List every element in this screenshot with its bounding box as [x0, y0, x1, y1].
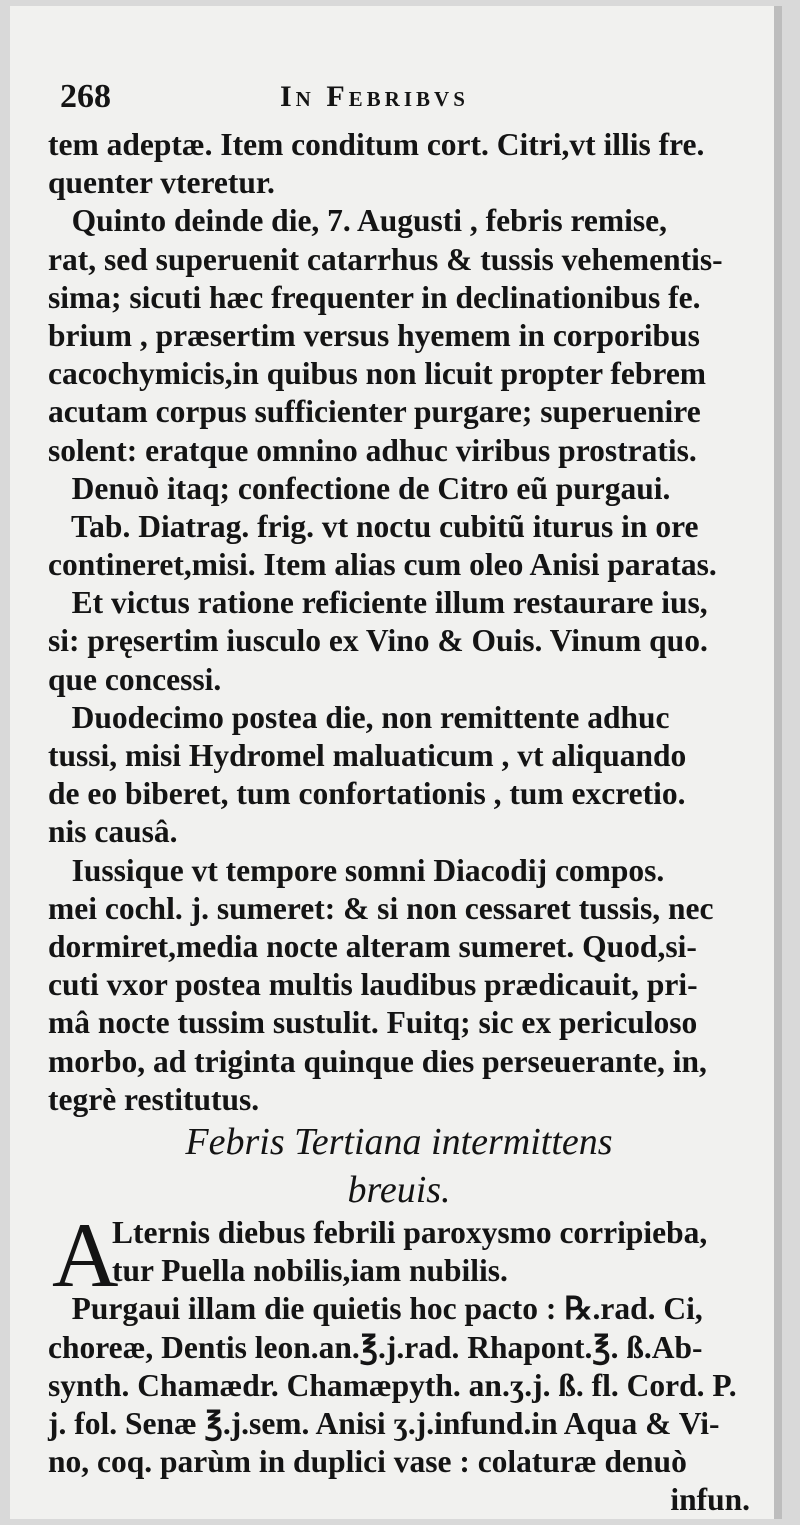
text-line: brium , præsertim versus hyemem in corporibus [48, 317, 700, 353]
text-line: Lternis diebus febrili paroxysmo corripieba, [112, 1215, 708, 1250]
text-line: mâ nocte tussim sustulit. Fuitq; sic ex periculoso [48, 1005, 698, 1041]
text-line: tur Puella nobilis,iam nubilis. [112, 1253, 508, 1289]
section-heading-line-2: breuis. [347, 1169, 451, 1211]
text-line: Duodecimo postea die, non remittente adhuc [48, 699, 670, 735]
text-line: de eo biberet, tum confortationis , tum excretio. [48, 776, 686, 812]
page-header [60, 78, 750, 128]
catchword: infun. [670, 1482, 750, 1518]
text-line: solent: eratque omnino adhuc viribus prostratis. [48, 432, 697, 468]
text-line: quenter vteretur. [48, 165, 275, 201]
text-line: synth. Chamædr. Chamæpyth. an.ʒ.j. ß. fl. Cord. P. [48, 1367, 737, 1403]
text-line: tegrè restitutus. [48, 1081, 260, 1117]
text-line: choreæ, Dentis leon.an.℥.j.rad. Rhapont.℥. ß.Ab- [48, 1329, 703, 1365]
text-line: cuti vxor postea multis laudibus prædicauit, pri- [48, 967, 698, 1003]
text-line: dormiret,media nocte alteram sumeret. Quod,si- [48, 928, 697, 964]
text-line: rat, sed superuenit catarrhus & tussis vehementis- [48, 241, 723, 277]
running-head: In Febribvs [280, 80, 469, 113]
text-line: Iussique vt tempore somni Diacodij compos. [48, 852, 665, 888]
text-line: Quinto deinde die, 7. Augusti , febris remise, [48, 203, 667, 239]
section-heading-line-1: Febris Tertiana intermittens [185, 1121, 613, 1163]
text-line: Et victus ratione reficiente illum restaurare ius, [48, 585, 708, 621]
text-line: cacochymicis,in quibus non licuit propter febrem [48, 356, 707, 392]
drop-cap: A [52, 1204, 119, 1306]
text-line: Denuò itaq; confectione de Citro eũ purgaui. [48, 470, 671, 506]
text-line: Purgaui illam die quietis hoc pacto : ℞.rad. Ci, [48, 1291, 703, 1327]
text-line: acutam corpus sufficienter purgare; superuenire [48, 394, 701, 430]
text-line: morbo, ad triginta quinque dies perseuerante, in, [48, 1043, 707, 1079]
body-text [48, 126, 750, 1119]
text-line: si: pręsertim iusculo ex Vino & Ouis. Vinum quo. [48, 623, 708, 659]
text-line: sima; sicuti hæc frequenter in declinationibus fe. [48, 279, 701, 315]
text-line: nis causâ. [48, 814, 178, 850]
text-line: contineret,misi. Item alias cum oleo Anisi paratas. [48, 547, 717, 583]
text-line: tussi, misi Hydromel maluaticum , vt aliquando [48, 738, 687, 773]
text-line: j. fol. Senæ ℥.j.sem. Anisi ʒ.j.infund.in Aqua & Vi- [48, 1405, 720, 1441]
text-line: mei cochl. j. sumeret: & si non cessaret tussis, nec [48, 890, 714, 926]
text-line: tem adeptæ. Item conditum cort. Citri,vt illis fre. [48, 127, 705, 162]
text-line: Tab. Diatrag. frig. vt noctu cubitũ iturus in ore [48, 508, 699, 544]
text-line: que concessi. [48, 661, 222, 697]
text-line: no, coq. parùm in duplici vase : colaturæ denuò [48, 1444, 687, 1480]
lower-body-text [48, 1204, 750, 1520]
page-number: 268 [60, 78, 111, 115]
